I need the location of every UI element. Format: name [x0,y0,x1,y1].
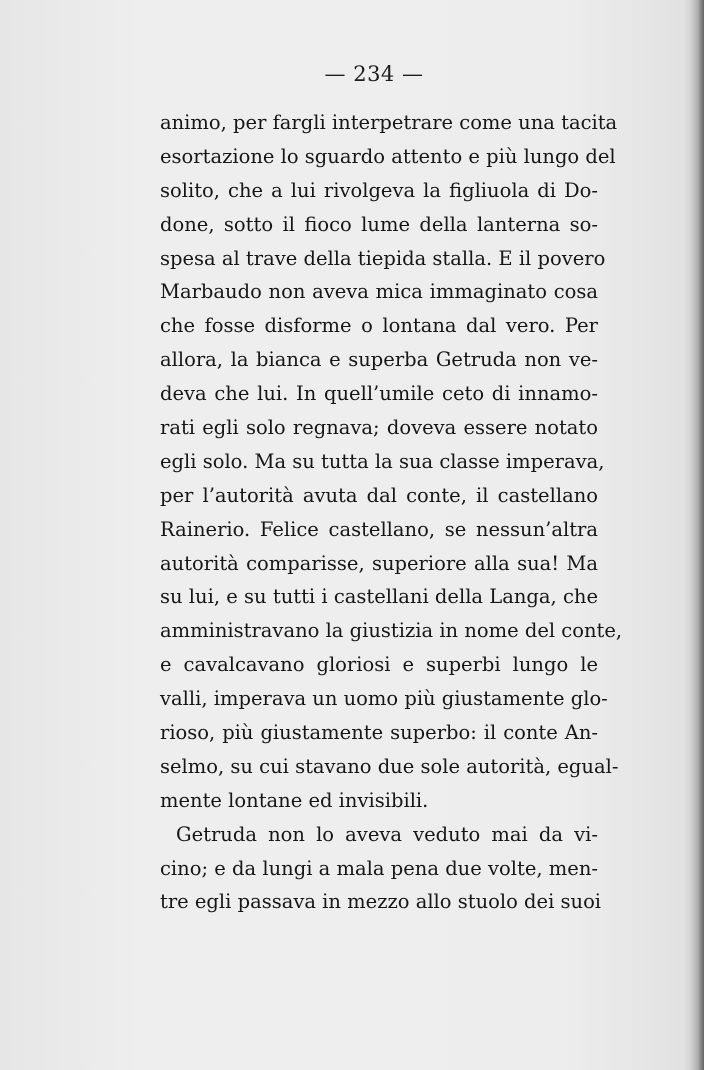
text-line: selmo, su cui stavano due sole autorità, egual- [160,754,619,778]
page-edge-shadow [690,0,704,1070]
text-line: tre egli passava in mezzo allo stuolo dei suoi [160,890,602,914]
body-text [160,106,623,919]
paragraph-end-line: mente lontane ed invisibili. [160,788,429,812]
text-line: su lui, e su tutti i castellani della Langa, che [160,585,598,609]
text-line: deva che lui. In quell’umile ceto di innamo- [160,382,598,406]
text-line: Rainerio. Felice castellano, se nessun’altra [160,517,598,541]
text-line: autorità comparisse, superiore alla sua! Ma [160,551,598,575]
text-line: allora, la bianca e superba Getruda non ve- [160,348,598,372]
paragraph-start-line: Getruda non lo aveva veduto mai da vi- [176,822,598,846]
text-line: animo, per fargli interpetrare come una tacita [160,111,618,134]
text-line: e cavalcavano gloriosi e superbi lungo le [160,653,598,677]
text-line: esortazione lo sguardo attento e più lungo del [160,144,616,168]
text-line: rioso, più giustamente superbo: il conte An- [160,721,598,745]
page-number: — 234 — [324,62,424,86]
text-line: egli solo. Ma su tutta la sua classe imperava, [160,449,605,473]
text-line: amministravano la giustizia in nome del conte, [160,619,623,643]
text-line: valli, imperava un uomo più giustamente glo- [160,687,608,711]
text-line: Marbaudo non aveva mica immaginato cosa [160,280,598,304]
text-line: done, sotto il fioco lume della lanterna so- [160,212,598,236]
text-line: rati egli solo regnava; doveva essere notato [160,416,598,440]
text-line: che fosse disforme o lontana dal vero. Per [160,314,598,338]
text-line: cino; e da lungi a mala pena due volte, men- [160,856,598,880]
text-line: spesa al trave della tiepida stalla. E il povero [160,246,606,270]
text-line: per l’autorità avuta dal conte, il castellano [160,483,598,507]
text-line: solito, che a lui rivolgeva la figliuola di Do- [160,178,598,202]
